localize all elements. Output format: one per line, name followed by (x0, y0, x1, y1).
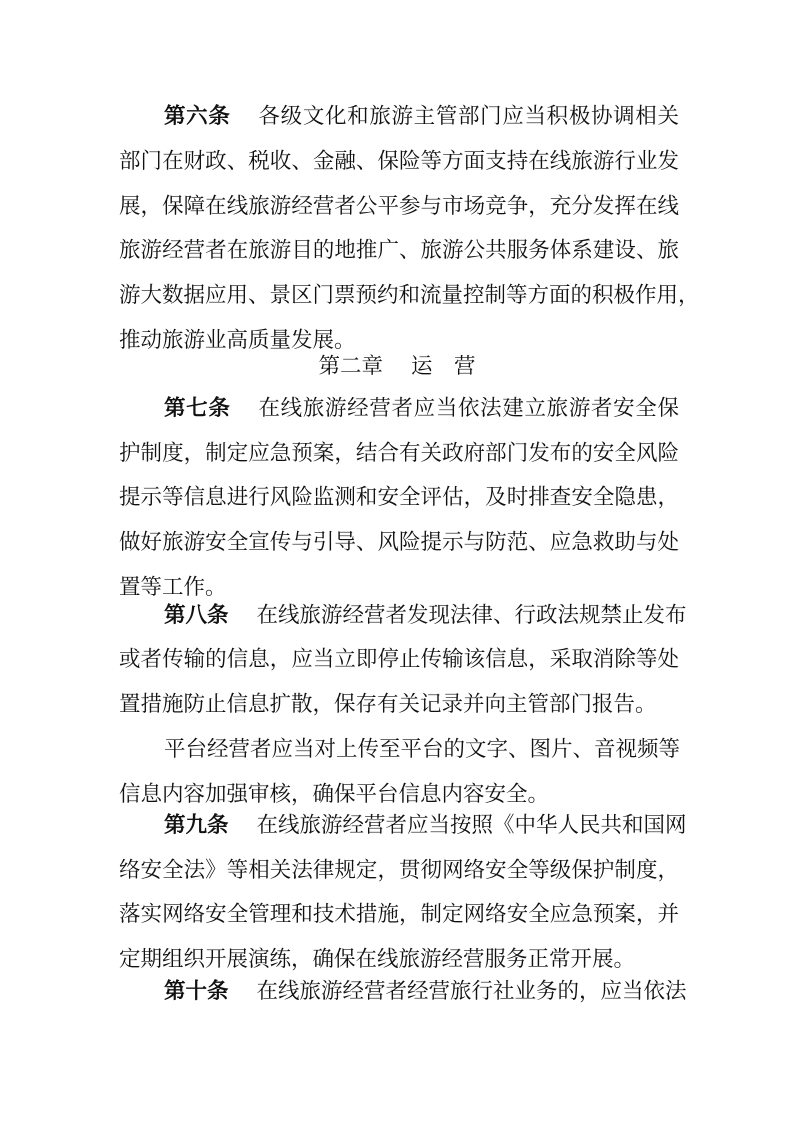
article-8-text-line-2: 或者传输的信息，应当立即停止传输该信息，采取消除等处 (119, 647, 679, 672)
article-7-title: 第七条 (164, 396, 231, 421)
article-7-text-line-2: 护制度，制定应急预案，结合有关政府部门发布的安全风险 (119, 441, 679, 466)
article-6-text-line-6: 推动旅游业高质量发展。 (119, 328, 356, 353)
chapter-name: 运 营 (411, 354, 476, 379)
article-6-text-line-3: 展，保障在线旅游经营者公平参与市场竞争，充分发挥在线 (119, 194, 679, 219)
article-8-first-line (164, 596, 687, 636)
chapter-number: 第二章 (318, 354, 383, 379)
article-6-first-line (164, 97, 679, 137)
article-8-paragraph-2-line-1: 平台经营者应当对上传至平台的文字、图片、音视频等 (164, 737, 681, 762)
article-8-title: 第八条 (164, 603, 229, 628)
article-10-first-line (164, 972, 687, 1012)
article-6-text-line-5: 游大数据应用、景区门票预约和流量控制等方面的积极作用， (119, 283, 700, 308)
article-6-text-line-2: 部门在财政、税收、金融、保险等方面支持在线旅游行业发 (119, 149, 679, 174)
article-10-text-line-1: 在线旅游经营者经营旅行社业务的，应当依法 (256, 979, 687, 1004)
article-7-text-line-4: 做好旅游安全宣传与引导、风险提示与防范、应急救助与处 (119, 530, 679, 555)
article-6-text-line-4: 旅游经营者在旅游目的地推广、旅游公共服务体系建设、旅 (119, 238, 679, 263)
chapter-heading (0, 347, 794, 387)
article-7-text-line-1: 在线旅游经营者应当依法建立旅游者安全保 (258, 396, 679, 421)
article-7-first-line (164, 389, 679, 429)
article-6-title: 第六条 (164, 104, 231, 129)
article-8-text-line-3: 置措施防止信息扩散，保存有关记录并向主管部门报告。 (119, 692, 657, 717)
article-8-text-line-1: 在线旅游经营者发现法律、行政法规禁止发布 (256, 603, 687, 628)
article-10-title: 第十条 (164, 979, 229, 1004)
article-9-text-line-2: 络安全法》等相关法律规定，贯彻网络安全等级保护制度， (119, 858, 679, 883)
article-9-title: 第九条 (164, 813, 229, 838)
article-7-text-line-5: 置等工作。 (119, 575, 227, 600)
article-8-paragraph-2-line-2: 信息内容加强审核，确保平台信息内容安全。 (119, 782, 550, 807)
article-9-text-line-3: 落实网络安全管理和技术措施，制定网络安全应急预案，并 (119, 902, 679, 927)
article-9-text-line-4: 定期组织开展演练，确保在线旅游经营服务正常开展。 (119, 947, 636, 972)
article-6-text-line-1: 各级文化和旅游主管部门应当积极协调相关 (258, 104, 679, 129)
article-9-first-line (164, 806, 687, 846)
article-7-text-line-3: 提示等信息进行风险监测和安全评估，及时排查安全隐患， (119, 485, 679, 510)
article-9-text-line-1: 在线旅游经营者应当按照《中华人民共和国网 (256, 813, 687, 838)
